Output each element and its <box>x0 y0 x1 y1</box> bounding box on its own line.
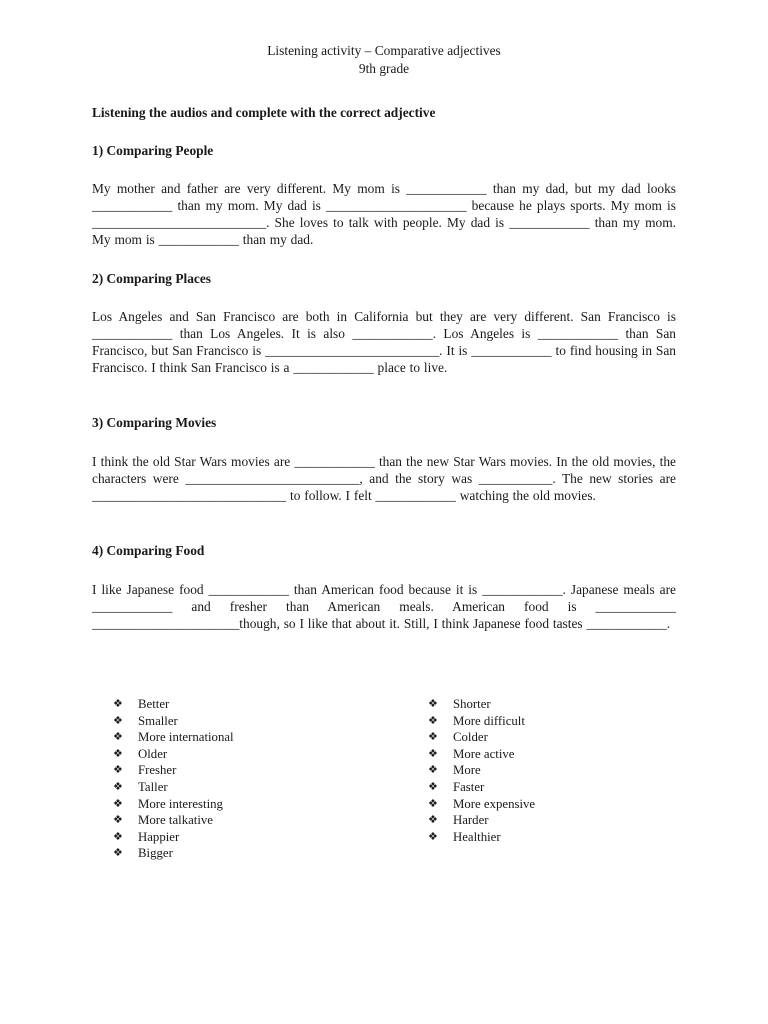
word-bank-word: Smaller <box>138 713 178 728</box>
section-heading-movies: 3) Comparing Movies <box>92 415 217 430</box>
word-bank-item <box>428 812 535 829</box>
worksheet-title: Listening activity – Comparative adjectives <box>267 43 501 58</box>
word-bank-word: Older <box>138 746 168 761</box>
diamond-bullet-icon: ❖ <box>113 714 123 727</box>
word-bank-right <box>428 696 535 845</box>
word-bank-item <box>428 829 535 846</box>
diamond-bullet-icon: ❖ <box>113 797 123 810</box>
diamond-bullet-icon: ❖ <box>428 747 438 760</box>
diamond-bullet-icon: ❖ <box>428 764 438 777</box>
diamond-bullet-icon: ❖ <box>428 731 438 744</box>
word-bank-word: Colder <box>453 730 488 745</box>
word-bank-word: Happier <box>138 829 180 844</box>
word-bank-item <box>113 762 234 779</box>
section-text-movies: I think the old Star Wars movies are ____________ than the new Star Wars movies. In the old movies, the characters were __________________________, and the story was ___________. The new stories are _____________________________ to follow. I felt ____________ watching the old movies. <box>92 454 676 503</box>
word-bank-item <box>113 729 234 746</box>
word-bank-word: Harder <box>453 813 489 828</box>
word-bank-item <box>113 796 234 813</box>
word-bank-left <box>113 696 234 862</box>
section-heading-places: 2) Comparing Places <box>92 271 212 286</box>
section-text-food: I like Japanese food ____________ than American food because it is ____________. Japanese meals are ____________ and fresher than American meals. American food is ____________ ______________________though, so I like that about it. Still, I think Japanese food tastes ____________. <box>92 582 676 631</box>
word-bank-item <box>113 696 234 713</box>
section-text-people: My mother and father are very different. My mom is ____________ than my dad, but my dad looks ____________ than my mom. My dad is _____________________ because he plays sports. My mom is __________________________. She loves to talk with people. My dad is ____________ than my mom. My mom is ____________ than my dad. <box>92 181 676 247</box>
diamond-bullet-icon: ❖ <box>428 814 438 827</box>
diamond-bullet-icon: ❖ <box>428 830 438 843</box>
word-bank-word: Healthier <box>453 829 501 844</box>
word-bank-word: More international <box>138 730 234 745</box>
diamond-bullet-icon: ❖ <box>113 814 123 827</box>
word-bank-word: More expensive <box>453 796 536 811</box>
word-bank-word: Fresher <box>138 763 177 778</box>
word-bank-word: More talkative <box>138 813 213 828</box>
word-bank-item <box>428 746 535 763</box>
diamond-bullet-icon: ❖ <box>113 780 123 793</box>
word-bank-item <box>113 779 234 796</box>
diamond-bullet-icon: ❖ <box>428 797 438 810</box>
word-bank-word: Faster <box>453 779 485 794</box>
diamond-bullet-icon: ❖ <box>113 747 123 760</box>
section-heading-food: 4) Comparing Food <box>92 543 205 558</box>
word-bank-word: More difficult <box>453 713 525 728</box>
word-bank-item <box>428 779 535 796</box>
grade-label: 9th grade <box>358 61 410 76</box>
word-bank-item <box>428 713 535 730</box>
diamond-bullet-icon: ❖ <box>428 780 438 793</box>
word-bank-item <box>113 746 234 763</box>
diamond-bullet-icon: ❖ <box>428 714 438 727</box>
word-bank-item <box>428 796 535 813</box>
section-heading-people: 1) Comparing People <box>92 143 214 158</box>
word-bank-word: Better <box>138 697 170 711</box>
word-bank-item <box>113 713 234 730</box>
word-bank-word: More <box>453 763 481 778</box>
diamond-bullet-icon: ❖ <box>113 698 123 710</box>
word-bank-word: More interesting <box>138 796 223 811</box>
word-bank-item <box>113 829 234 846</box>
word-bank-item <box>428 696 535 713</box>
word-bank-item <box>113 812 234 829</box>
word-bank-item <box>113 845 234 862</box>
diamond-bullet-icon: ❖ <box>113 830 123 843</box>
section-text-places: Los Angeles and San Francisco are both in California but they are very different. San Francisco is ____________ than Los Angeles. It is also ____________. Los Angeles is ____________ than San Francisco, but San Francisco is __________________________. It is ____________ to find housing in San Francisco. I think San Francisco is a ____________ place to live. <box>92 309 676 375</box>
word-bank-word: Taller <box>138 779 168 794</box>
instruction-text: Listening the audios and complete with the correct adjective <box>92 105 436 120</box>
diamond-bullet-icon: ❖ <box>428 698 438 710</box>
word-bank-word: More active <box>453 746 515 761</box>
diamond-bullet-icon: ❖ <box>113 764 123 777</box>
word-bank-item <box>428 762 535 779</box>
diamond-bullet-icon: ❖ <box>113 731 123 744</box>
word-bank-item <box>428 729 535 746</box>
word-bank-word: Shorter <box>453 697 491 711</box>
diamond-bullet-icon: ❖ <box>113 847 123 860</box>
word-bank-word: Bigger <box>138 846 173 861</box>
